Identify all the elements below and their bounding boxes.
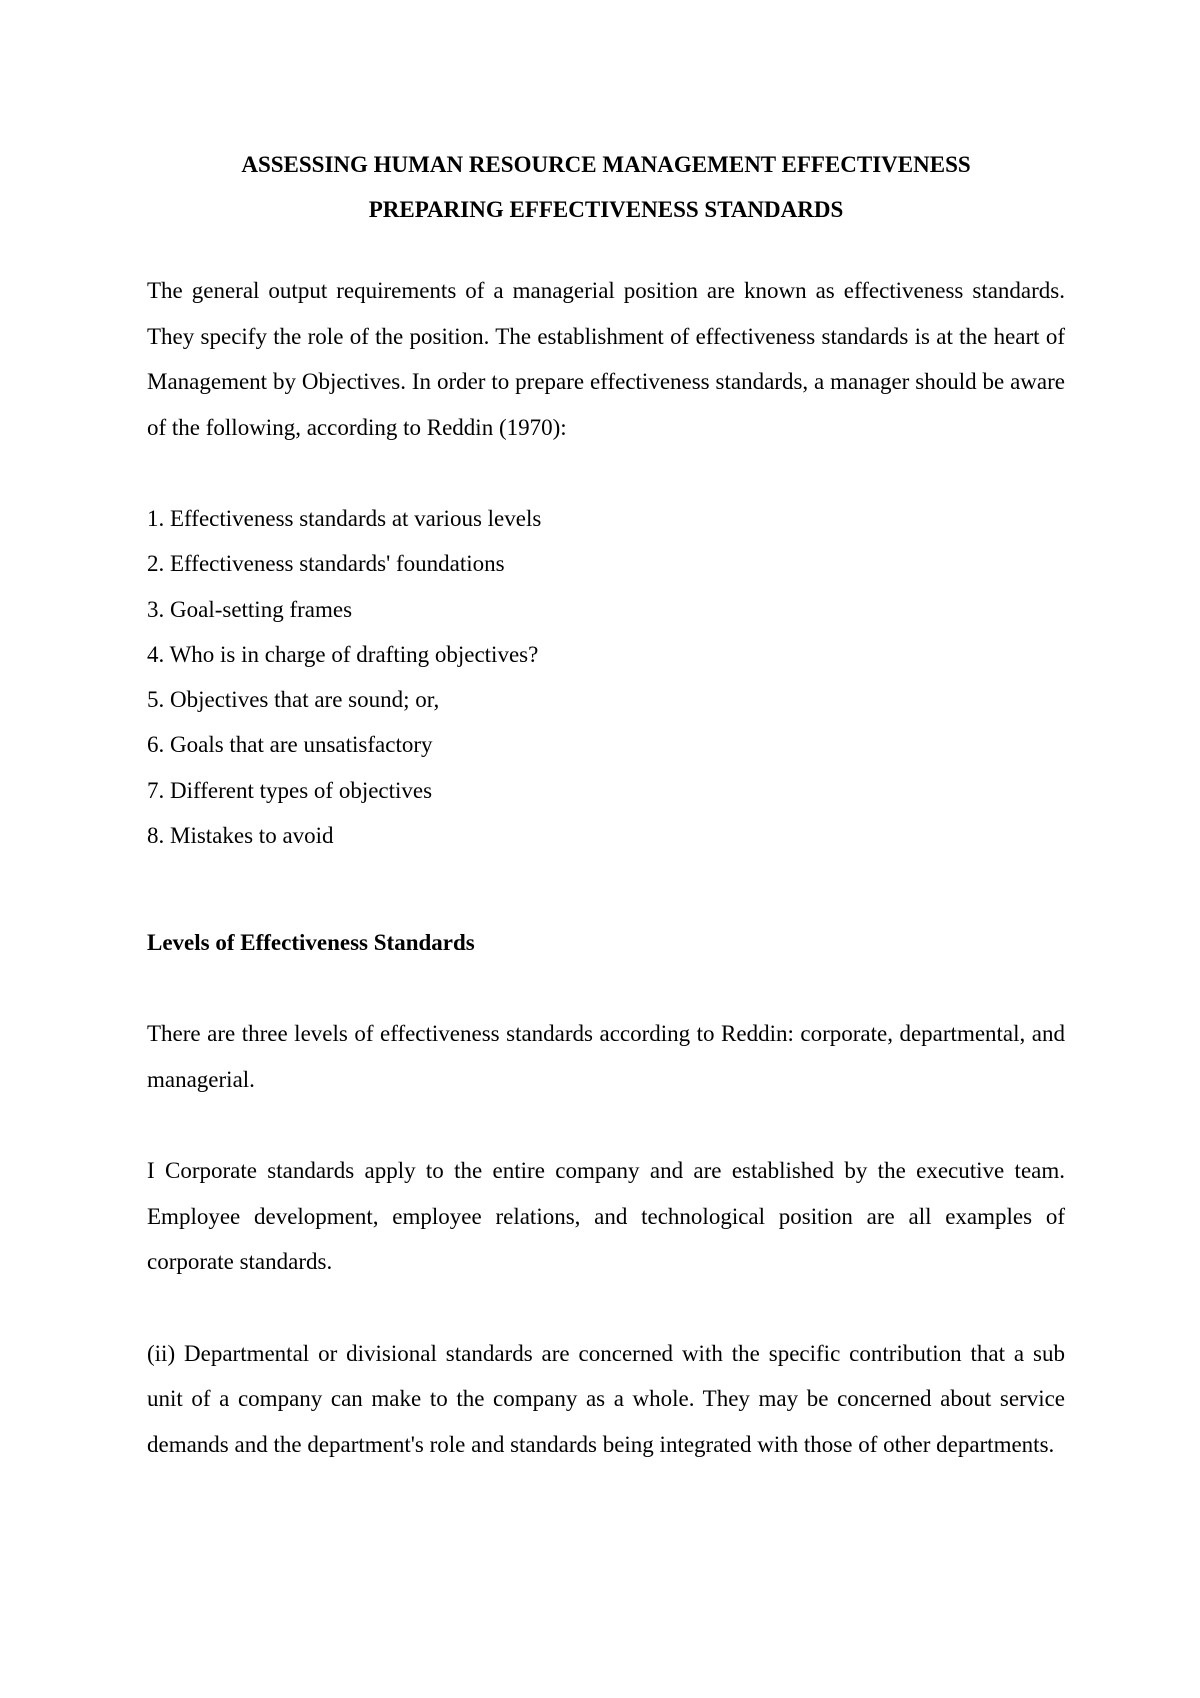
document-title-line-2: PREPARING EFFECTIVENESS STANDARDS [368,197,844,222]
intro-paragraph: The general output requirements of a managerial position are known as effectiveness standards. They specify the role of the position. The establishment of effectiveness standards is at the heart of Management by Objectives. In order to prepare effectiveness standards, a manager should be aware of the following, according to Reddin (1970): [147,278,1065,440]
corporate-paragraph: I Corporate standards apply to the entire company and are established by the executive team. Employee development, employee relations, and technological position are all examples of corporate standards. [147,1158,1065,1275]
section-heading: Levels of Effectiveness Standards [147,930,475,956]
list-item: 7. Different types of objectives [147,777,433,803]
list-item: 5. Objectives that are sound; or, [147,687,440,713]
list-item: 2. Effectiveness standards' foundations [147,551,505,577]
document-title-line-1: ASSESSING HUMAN RESOURCE MANAGEMENT EFFECTIVENESS [241,152,971,177]
requirements-list [147,496,1065,858]
spacer [147,858,1065,904]
spacer [147,965,1065,1011]
spacer [147,904,1065,920]
document-content [147,142,1065,1467]
spacer [147,232,1065,268]
departmental-paragraph: (ii) Departmental or divisional standards are concerned with the specific contribution that a sub unit of a company can make to the company as a whole. They may be concerned about service demands and the department's role and standards being integrated with those of other departments. [147,1340,1065,1457]
list-item: 8. Mistakes to avoid [147,823,334,849]
spacer [147,1285,1065,1331]
list-item: 3. Goal-setting frames [147,596,353,622]
list-item: 4. Who is in charge of drafting objectives? [147,641,539,667]
spacer [147,450,1065,496]
list-item: 1. Effectiveness standards at various levels [147,506,542,531]
levels-paragraph: There are three levels of effectiveness standards according to Reddin: corporate, departmental, and managerial. [147,1021,1065,1092]
spacer [147,1102,1065,1148]
list-item: 6. Goals that are unsatisfactory [147,732,433,758]
